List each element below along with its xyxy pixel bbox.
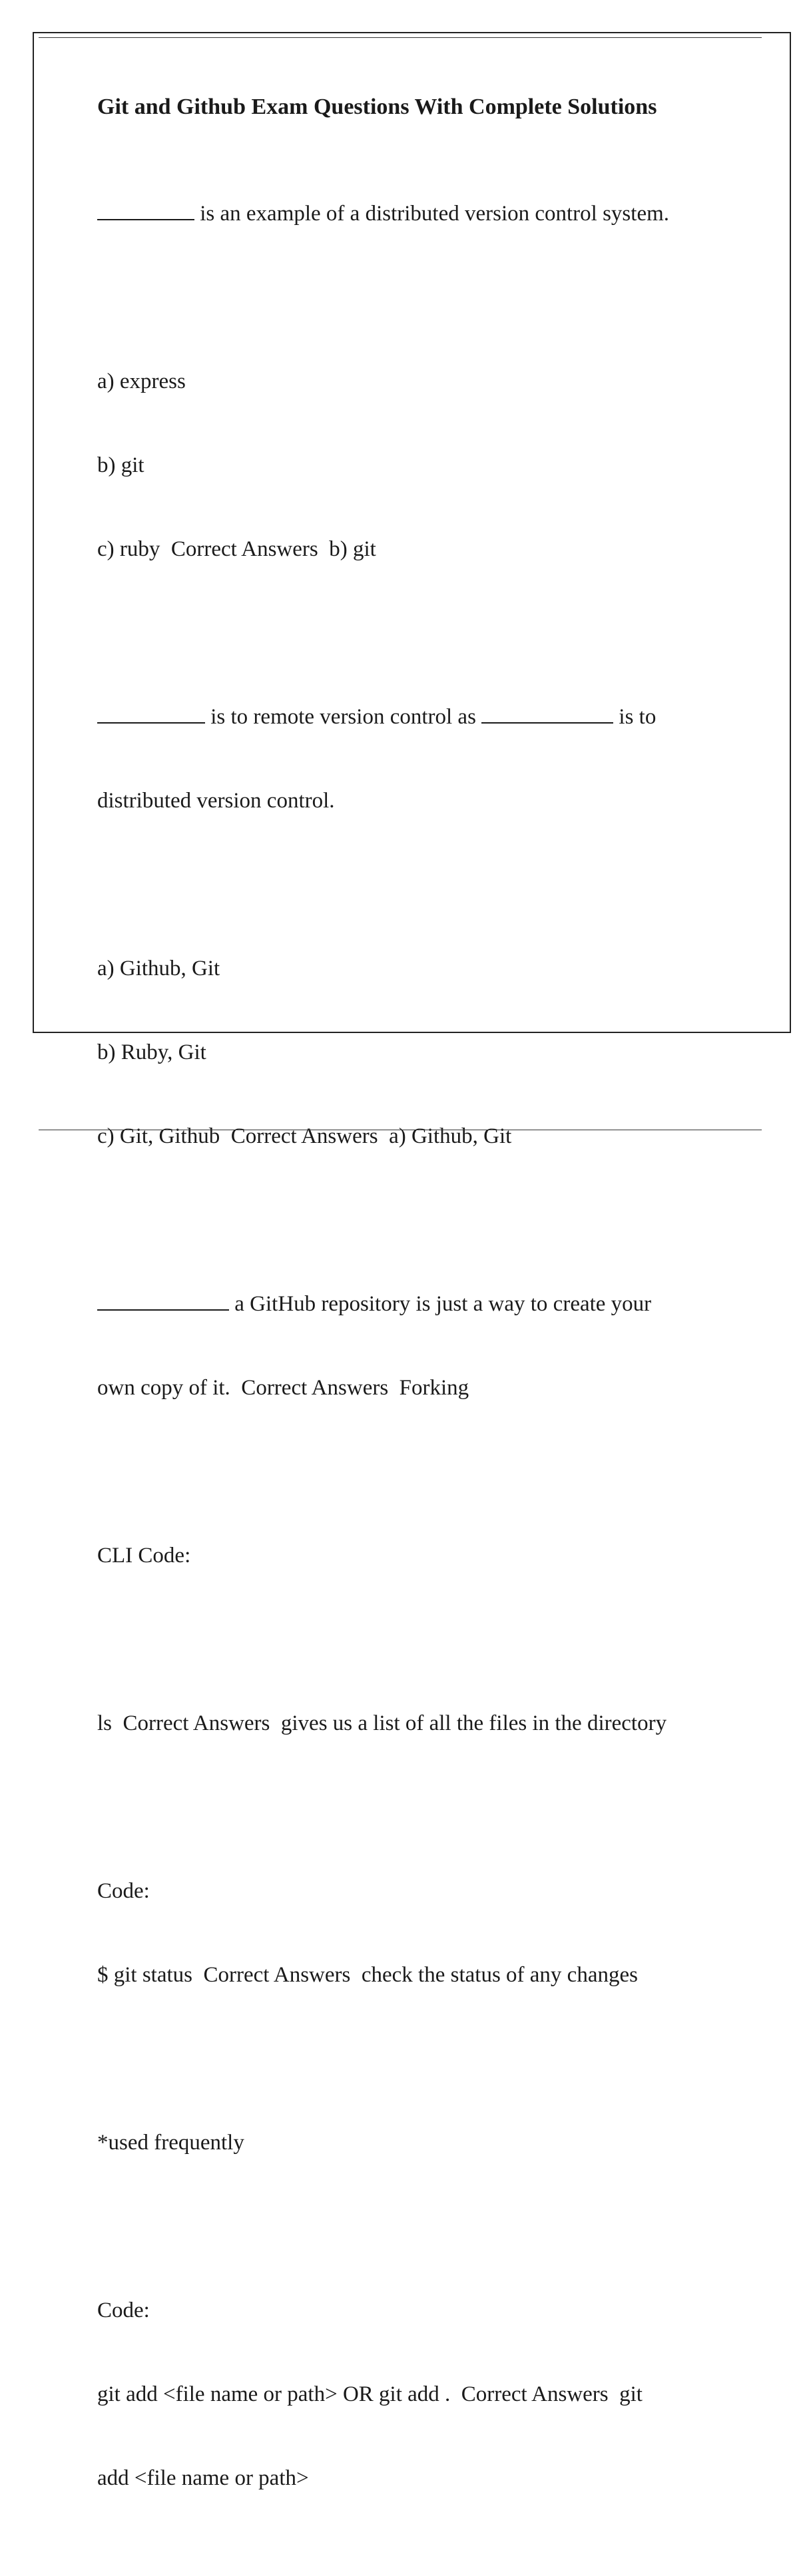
code-label: Code: [97,2298,150,2322]
option-with-answer: c) ruby Correct Answers b) git [97,537,376,561]
question-1-prompt: is an example of a distributed version control system. [97,200,736,228]
question-2-prompt: is to remote version control as is to [97,703,736,731]
question-2 [97,647,736,871]
option: b) git [97,453,144,477]
code-label: Code: [97,1879,150,1903]
question-2-prompt-continued: distributed version control. [97,789,335,813]
ls-entry: ls Correct Answers gives us a list of all the files in the directory [97,1711,667,1735]
question-1 [97,144,736,284]
document-title: Git and Github Exam Questions With Complete Solutions [97,95,657,119]
option: b) Ruby, Git [97,1040,206,1064]
question-3-prompt: a GitHub repository is just a way to create your [97,1290,736,1318]
git-status-entry [97,1821,736,2045]
question-3 [97,1234,736,1458]
cli-heading: CLI Code: [97,1544,191,1568]
question-1-options [97,312,736,619]
answer-blank [481,704,613,724]
question-2-options [97,899,736,1206]
document-body [97,93,736,2576]
question-3-answer: own copy of it. Correct Answers Forking [97,1376,469,1400]
answer-blank [97,704,205,724]
answer-blank [97,200,194,220]
code-answer: $ git status Correct Answers check the status of any changes [97,1963,638,1987]
option: a) express [97,369,186,393]
code-answer: git add <file name or path> OR git add . Correct Answers git [97,2382,643,2406]
git-add-entry [97,2241,736,2548]
answer-blank [97,1291,229,1311]
note: *used frequently [97,2131,244,2155]
option: a) Github, Git [97,957,220,980]
option-with-answer: c) Git, Github Correct Answers a) Github, Git [97,1124,512,1148]
code-answer-continued: add <file name or path> [97,2466,309,2490]
